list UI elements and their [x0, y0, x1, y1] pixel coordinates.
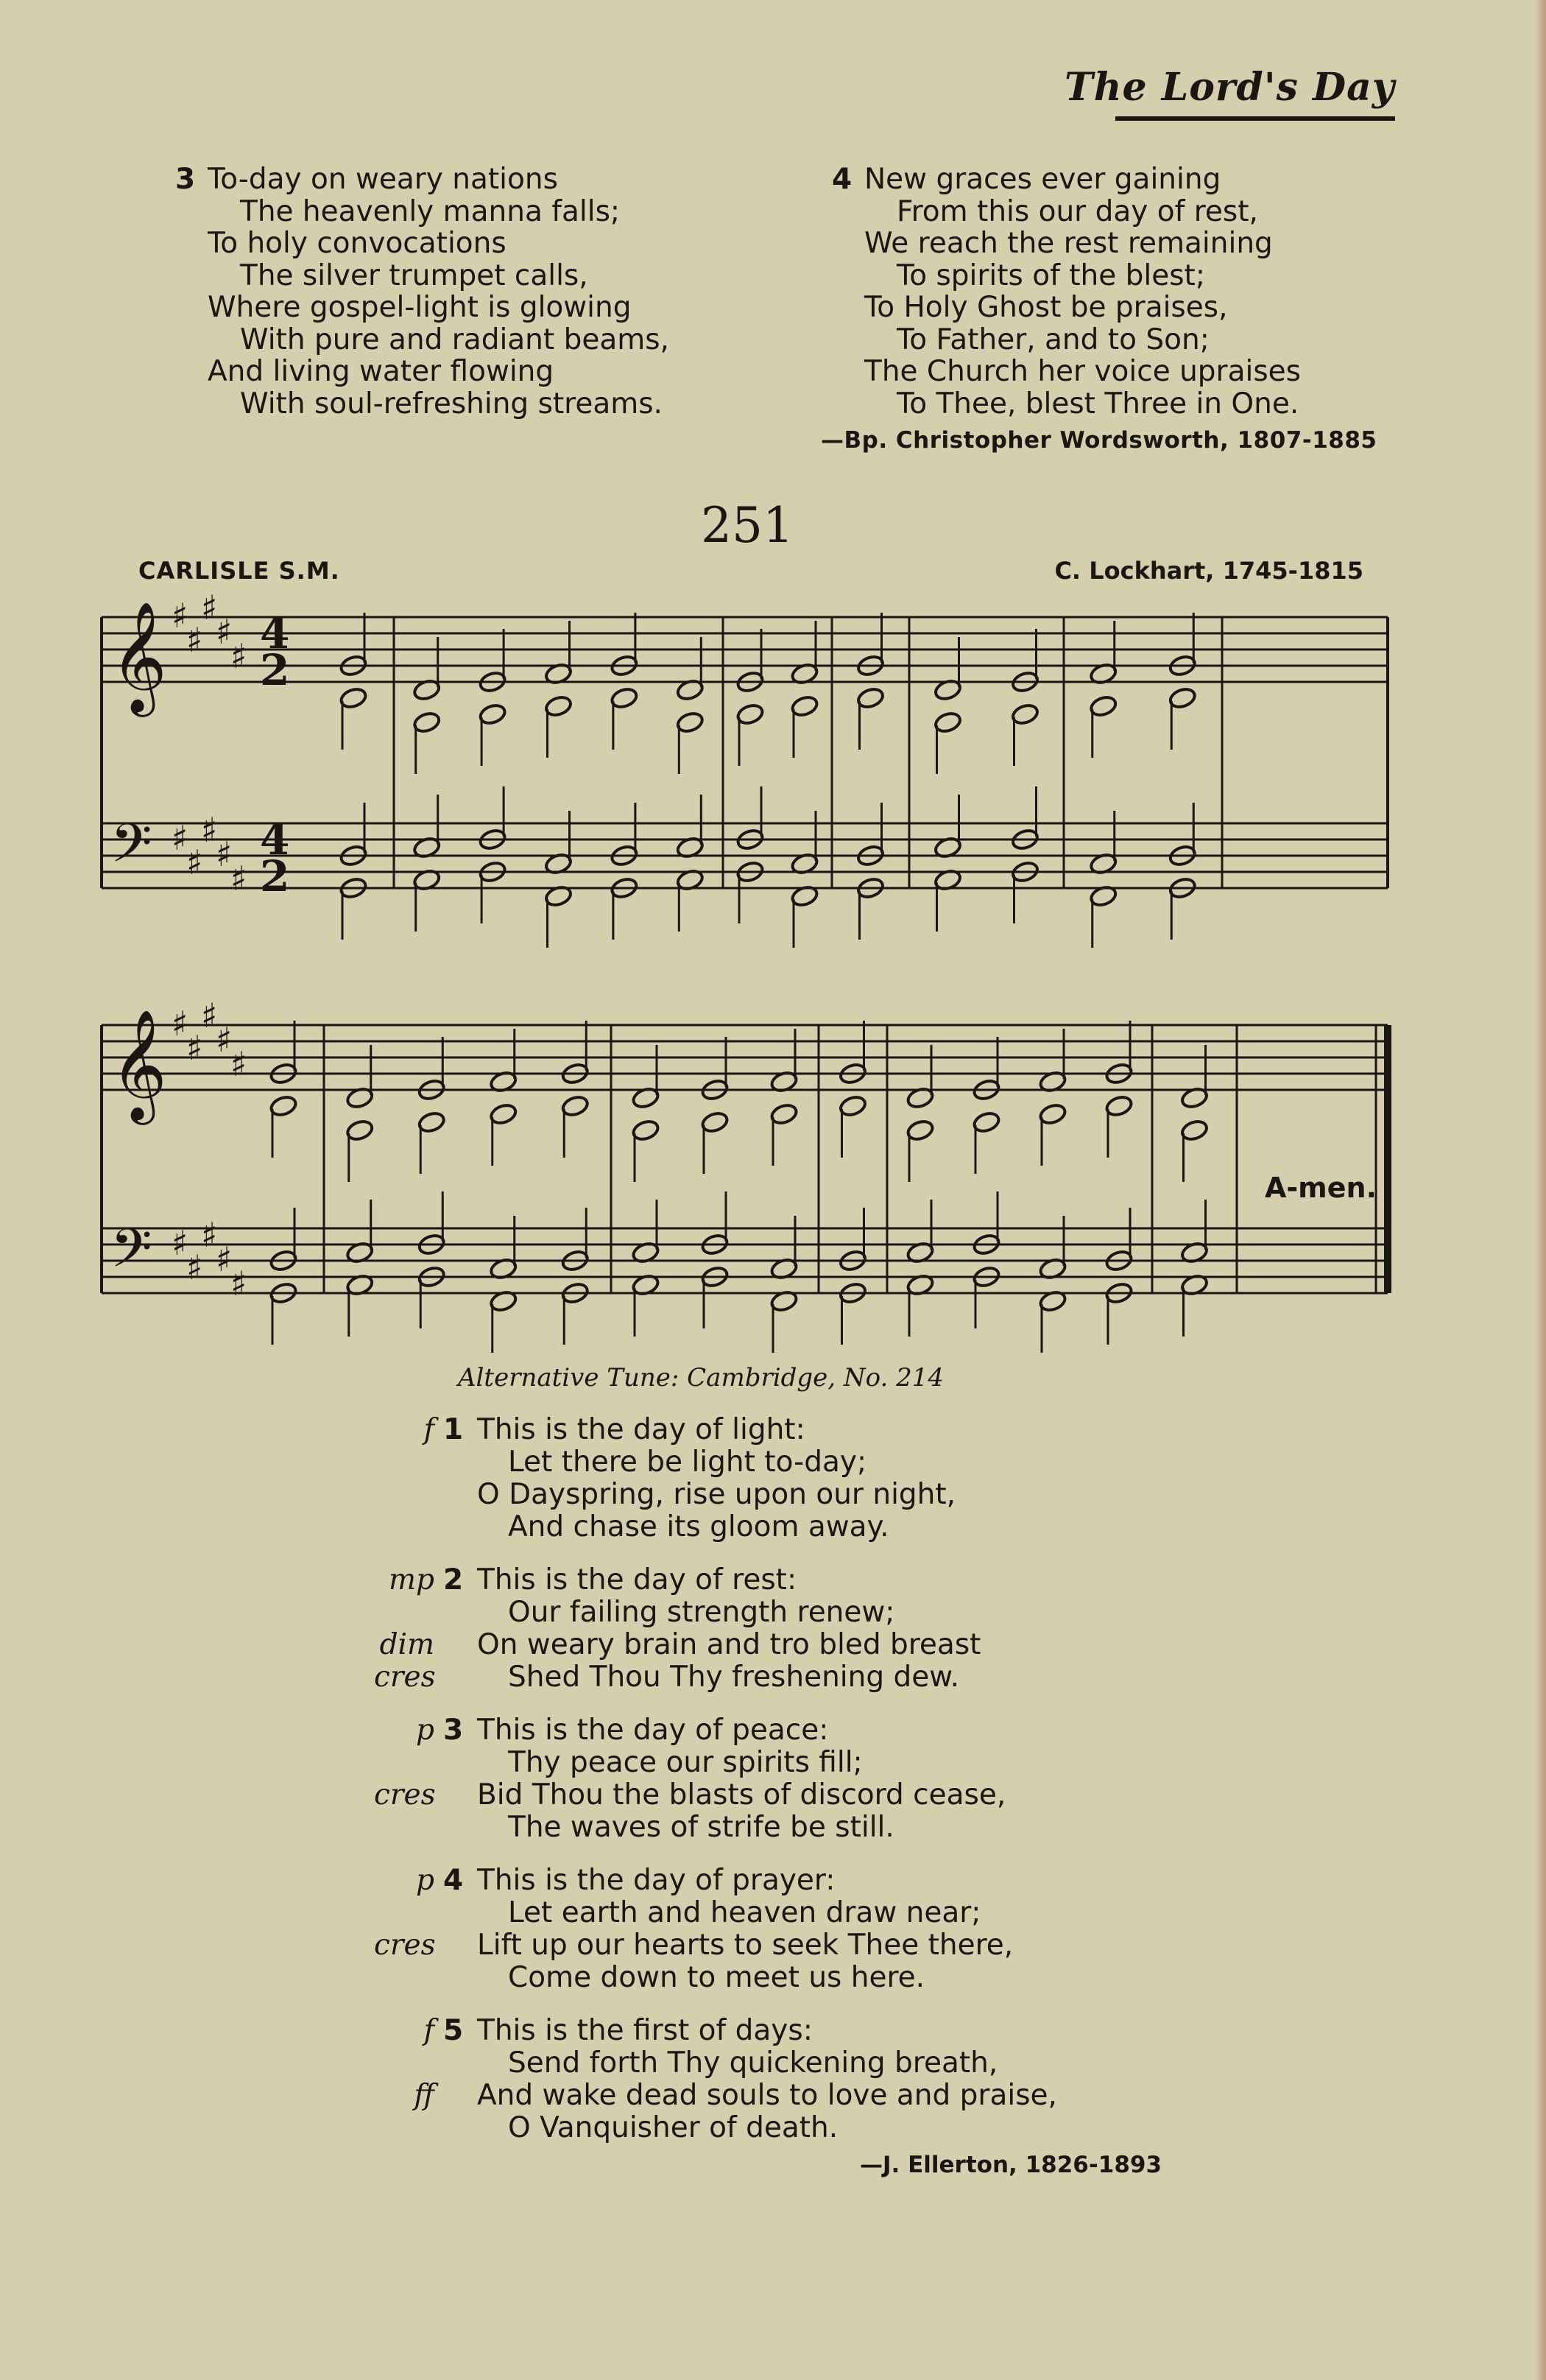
clef-symbol: 𝄢 [110, 811, 152, 887]
stanza-line: Let there be light to-day; [508, 1446, 867, 1479]
stanza-line: Lift up our hearts to seek Thee there, [477, 1929, 1014, 1962]
key-sharp: ♯ [186, 1028, 203, 1068]
dynamic-mark [374, 2112, 443, 2144]
key-sharp: ♯ [201, 1215, 218, 1255]
key-sharp: ♯ [186, 620, 203, 660]
composer-credit: C. Lockhart, 1745-1815 [1054, 557, 1363, 585]
key-sharp: ♯ [201, 996, 218, 1035]
key-sharp: ♯ [216, 1239, 233, 1279]
stanza-number: 4 [443, 1864, 464, 1897]
verse-line: To Thee, blest Three in One. [897, 387, 1299, 420]
dynamic-mark: cres [374, 1778, 436, 1812]
dynamic-mark: cres [374, 1661, 436, 1694]
stanza-line: O Dayspring, rise upon our night, [477, 1478, 956, 1511]
verse-line: With pure and radiant beams, [240, 323, 669, 356]
clef-symbol: 𝄞 [110, 1008, 167, 1120]
stanza-line: Thy peace our spirits fill; [508, 1746, 863, 1779]
key-sharp: ♯ [186, 1247, 203, 1287]
stanza-line: The waves of strife be still. [508, 1811, 894, 1844]
verse-line: The silver trumpet calls, [240, 258, 588, 292]
stanza-line: This is the day of rest: [477, 1563, 797, 1596]
key-sharp: ♯ [230, 1044, 247, 1084]
key-sharp: ♯ [230, 859, 247, 898]
stanza-number: 1 [443, 1413, 464, 1446]
stanza-line: This is the first of days: [477, 2014, 813, 2047]
stanza-line: This is the day of peace: [477, 1714, 829, 1747]
page-header-title: The Lord's Day [1065, 65, 1395, 110]
stanza-number: 3 [443, 1714, 464, 1747]
key-sharp: ♯ [172, 1004, 188, 1043]
stanza-line: Send forth Thy quickening breath, [508, 2046, 998, 2080]
alternative-tune-note: Alternative Tune: Cambridge, No. 214 [458, 1363, 944, 1393]
stanza-4 [374, 1865, 1057, 1994]
key-sharp: ♯ [230, 636, 247, 676]
clef-symbol: 𝄞 [110, 600, 167, 712]
dynamic-mark: dim [379, 1628, 434, 1661]
key-sharp: ♯ [216, 834, 233, 874]
top-attribution: —Bp. Christopher Wordsworth, 1807-1885 [821, 427, 1377, 454]
stanza-1 [374, 1414, 1057, 1543]
dynamic-mark: p [416, 1714, 434, 1747]
stanza-number: 5 [443, 2014, 464, 2047]
key-sharp: ♯ [216, 612, 233, 652]
key-sharp: ♯ [201, 810, 218, 850]
verse-line: To spirits of the blest; [897, 258, 1205, 292]
verse-line: From this our day of rest, [897, 194, 1258, 228]
tune-name: CARLISLE S.M. [138, 557, 340, 585]
key-sharp: ♯ [172, 818, 188, 858]
key-sharp: ♯ [172, 596, 188, 636]
dynamic-mark [374, 1479, 443, 1511]
time-signature-top: 4 [260, 814, 290, 865]
dynamic-mark: cres [374, 1929, 436, 1962]
dynamic-mark: p [416, 1864, 434, 1897]
key-sharp: ♯ [201, 588, 218, 627]
dynamic-mark [374, 1596, 443, 1629]
clef-symbol: 𝄢 [110, 1217, 152, 1292]
stanza-line: On weary brain and tro bled breast [477, 1628, 981, 1661]
stanza-2 [374, 1564, 1057, 1694]
stanza-line: Our failing strength renew; [508, 1596, 895, 1629]
dynamic-mark [374, 2047, 443, 2080]
dynamic-mark: mp [389, 1563, 434, 1596]
dynamic-mark: ff [414, 2079, 434, 2112]
dynamic-mark: f [423, 2014, 434, 2047]
dynamic-mark [374, 1897, 443, 1929]
stanza-line: Let earth and heaven draw near; [508, 1896, 981, 1929]
stanza-line: Bid Thou the blasts of discord cease, [477, 1778, 1006, 1812]
stanza-line: And chase its gloom away. [508, 1510, 889, 1543]
dynamic-mark [374, 1962, 443, 1994]
key-sharp: ♯ [172, 1223, 188, 1263]
key-sharp: ♯ [186, 842, 203, 882]
dynamic-mark [374, 1747, 443, 1779]
stanza-3 [374, 1714, 1057, 1844]
time-signature-bottom: 2 [260, 851, 290, 901]
verse-number: 4 [832, 163, 853, 196]
time-signature-bottom: 2 [260, 645, 290, 695]
verse-line: To holy convocations [208, 227, 506, 260]
stanza-number: 2 [443, 1563, 464, 1596]
verse-number: 3 [175, 163, 196, 196]
bottom-attribution: —J. Ellerton, 1826-1893 [860, 2152, 1162, 2178]
stanza-line: Come down to meet us here. [508, 1961, 925, 1994]
dynamic-mark [374, 1446, 443, 1479]
verse-line: With soul-refreshing streams. [240, 387, 663, 420]
stanza-5 [374, 2015, 1057, 2144]
verse-line: To Holy Ghost be praises, [864, 291, 1228, 324]
dynamic-mark [374, 1511, 443, 1543]
hymn-stanzas [374, 1414, 1057, 2165]
hymn-number: 251 [701, 497, 794, 554]
verse-line: To Father, and to Son; [897, 323, 1210, 356]
stanza-line: This is the day of prayer: [477, 1864, 836, 1897]
verse-line: The Church her voice upraises [864, 355, 1301, 388]
key-sharp: ♯ [230, 1264, 247, 1303]
key-sharp: ♯ [216, 1020, 233, 1060]
verse-line: We reach the rest remaining [864, 227, 1273, 260]
verse-line: To-day on weary nations [208, 163, 558, 196]
verse-line: Where gospel-light is glowing [208, 291, 632, 324]
stanza-line: O Vanquisher of death. [508, 2111, 839, 2144]
verse-line: And living water flowing [208, 355, 554, 388]
verse-line: New graces ever gaining [864, 163, 1221, 196]
stanza-line: And wake dead souls to love and praise, [477, 2079, 1057, 2112]
stanza-line: This is the day of light: [477, 1413, 805, 1446]
stanza-line: Shed Thou Thy freshening dew. [508, 1661, 959, 1694]
amen-label: A-men. [1265, 1172, 1377, 1204]
dynamic-mark: f [423, 1413, 434, 1446]
time-signature-top: 4 [260, 608, 290, 658]
dynamic-mark [374, 1812, 443, 1844]
verse-line: The heavenly manna falls; [240, 194, 621, 228]
